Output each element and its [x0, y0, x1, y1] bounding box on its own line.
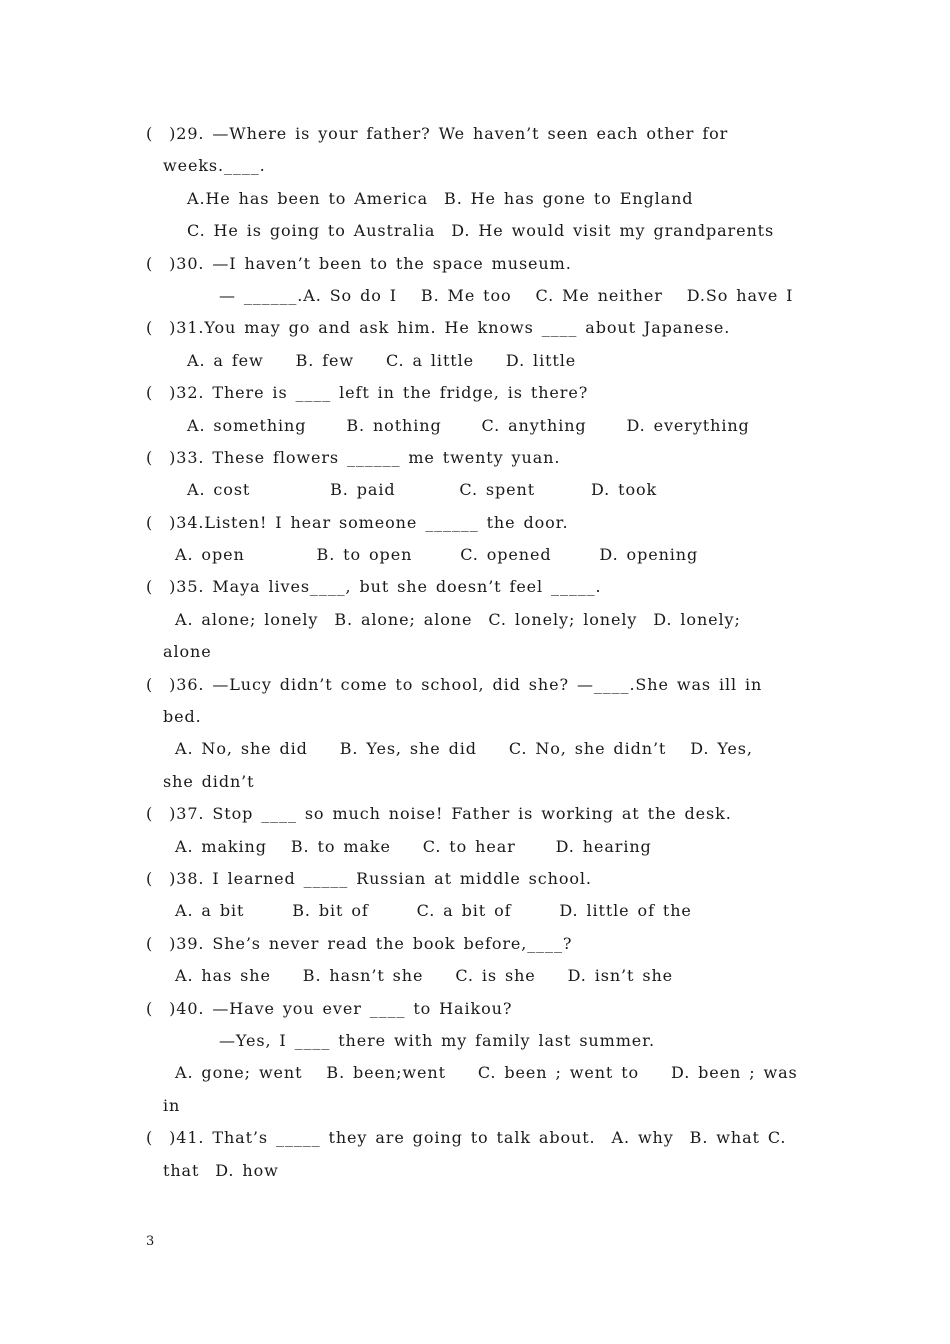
question-41-stem: ( )41. That’s _____ they are going to talk about. A. why B. what C. — [146, 1128, 787, 1148]
question-29-stem: ( )29. —Where is your father? We haven’t seen each other for — [146, 124, 729, 143]
question-39-stem: ( )39. She’s never read the book before,____? — [146, 933, 573, 953]
question-38-stem: ( )38. I learned _____ Russian at middle school. — [146, 868, 592, 888]
question-38-options: A. a bit B. bit of C. a bit of D. little of the — [175, 901, 692, 921]
question-36-options-cont: she didn’t — [163, 771, 255, 791]
question-31-options: A. a few B. few C. a little D. little — [187, 350, 577, 370]
question-34-stem: ( )34.Listen! I hear someone ______ the door. — [146, 512, 569, 532]
question-36-stem: ( )36. —Lucy didn’t come to school, did she? —____.She was ill in — [146, 674, 763, 694]
question-39-options: A. has she B. hasn’t she C. is she D. isn’t she — [175, 966, 674, 986]
question-32-stem: ( )32. There is ____ left in the fridge, is there? — [146, 383, 589, 403]
question-37-stem: ( )37. Stop ____ so much noise! Father is working at the desk. — [146, 804, 732, 824]
question-30-options: — ______.A. So do I B. Me too C. Me neither D.So have I — [219, 285, 794, 305]
question-29-options-ab: A.He has been to America B. He has gone to England — [187, 188, 694, 208]
question-32-options: A. something B. nothing C. anything D. everything — [187, 415, 750, 435]
question-40-stem: ( )40. —Have you ever ____ to Haikou? — [146, 998, 513, 1018]
question-34-options: A. open B. to open C. opened D. opening — [175, 545, 699, 565]
question-30-stem: ( )30. —I haven’t been to the space museum. — [146, 253, 572, 273]
question-37-options: A. making B. to make C. to hear D. hearing — [175, 836, 652, 856]
question-40-stem-reply: —Yes, I ____ there with my family last summer. — [219, 1030, 655, 1050]
question-41-options-cont: that D. how — [163, 1160, 279, 1180]
question-35-options-cont: alone — [163, 642, 212, 662]
question-33-stem: ( )33. These flowers ______ me twenty yuan. — [146, 447, 561, 467]
question-36-options: A. No, she did B. Yes, she did C. No, she didn’t D. Yes, — [175, 739, 753, 759]
question-40-options: A. gone; went B. been;went C. been ; went to D. been ; was — [175, 1063, 798, 1083]
question-35-options: A. alone; lonely B. alone; alone C. lonely; lonely D. lonely; — [175, 609, 741, 629]
question-33-options: A. cost B. paid C. spent D. took — [187, 480, 658, 500]
question-29-stem-cont: weeks.____. — [163, 156, 266, 176]
question-35-stem: ( )35. Maya lives____, but she doesn’t feel _____. — [146, 577, 602, 597]
question-40-options-cont: in — [163, 1095, 181, 1115]
question-list — [146, 118, 826, 1187]
question-36-stem-cont: bed. — [163, 707, 202, 727]
question-31-stem: ( )31.You may go and ask him. He knows ____ about Japanese. — [146, 318, 731, 338]
question-29-options-cd: C. He is going to Australia D. He would visit my grandparents — [187, 221, 775, 241]
page-number: 3 — [146, 1234, 155, 1249]
